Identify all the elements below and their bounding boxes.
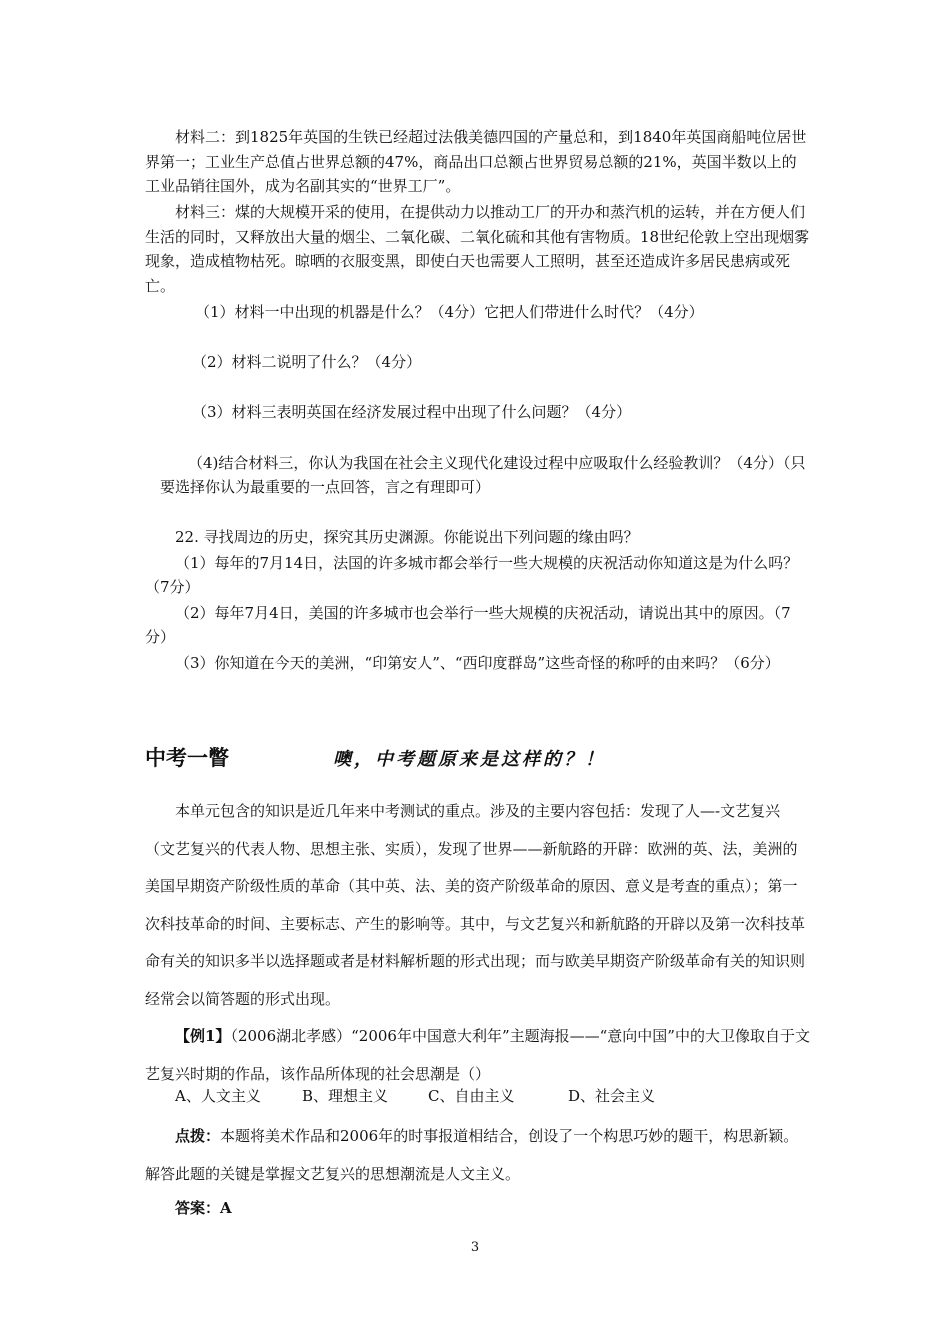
question-21-4: （4)结合材料三，你认为我国在社会主义现代化建设过程中应吸取什么经验教训？（4分）（只要选择你认为最重要的一点回答，言之有理即可） xyxy=(160,454,806,496)
hint-text: 本题将美术作品和2006年的时事报道相结合，创设了一个构思巧妙的题干，构思新颖。解答此题的关键是掌握文艺复兴的思想潮流是人文主义。 xyxy=(145,1127,799,1183)
intro-paragraph: 本单元包含的知识是近几年来中考测试的重点。涉及的主要内容包括：发现了人—-文艺复兴（文艺复兴的代表人物、思想主张、实质），发现了世界——新航路的开辟：欧洲的英、法，美洲的美国早期资产阶级性质的革命（其中英、法、美的资产阶级革命的原因、意义是考查的重点）；第一次科技革命的时间、主要标志、产生的影响等。其中，与文艺复兴和新航路的开辟以及第一次科技革命有关的知识多半以选择题或者是材料解析题的形式出现；而与欧美早期资产阶级革命有关的知识则经常会以简答题的形式出现。 xyxy=(145,802,806,1008)
option-a: A、人文主义 xyxy=(175,1087,261,1105)
answer-value: A xyxy=(220,1199,232,1217)
answer-label: 答案： xyxy=(175,1199,221,1217)
question-22-3: （3）你知道在今天的美洲，“印第安人”、“西印度群岛”这些奇怪的称呼的由来吗？（6分） xyxy=(175,654,780,672)
question-21-3: （3）材料三表明英国在经济发展过程中出现了什么问题？（4分） xyxy=(192,403,632,421)
section-title: 中考一瞥 xyxy=(145,746,229,770)
material-three-paragraph: 材料三：煤的大规模开采的使用，在提供动力以推动工厂的开办和蒸汽机的运转，并在方便人们生活的同时，又释放出大量的烟尘、二氧化碳、二氧化硫和其他有害物质。18世纪伦敦上空出现烟雾现象，造成植物枯死。晾晒的衣服变黑，即使白天也需要人工照明，甚至还造成许多居民患病或死亡。 xyxy=(145,203,810,295)
page-number: 3 xyxy=(470,1240,480,1255)
option-b: B、理想主义 xyxy=(302,1087,389,1105)
example-label: 【例1】 xyxy=(175,1027,231,1045)
option-c: C、自由主义 xyxy=(428,1087,515,1105)
question-21-1: （1）材料一中出现的机器是什么？（4分）它把人们带进什么时代？（4分） xyxy=(195,303,704,321)
section-slogan: 噢，中考题原来是这样的？！ xyxy=(333,749,606,770)
question-22-2: （2）每年7月4日，美国的许多城市也会举行一些大规模的庆祝活动，请说出其中的原因。（7分） xyxy=(145,604,791,646)
answer-line xyxy=(145,1190,810,1228)
question-22-stem: 22. 寻找周边的历史，探究其历史渊源。你能说出下列问题的缘由吗？ xyxy=(175,528,639,546)
material-two-paragraph: 材料二：到1825年英国的生铁已经超过法俄美德四国的产量总和，到1840年英国商船吨位居世界第一；工业生产总值占世界总额的47%，商品出口总额占世界贸易总额的21%，英国半数以上的工业品销往国外，成为名副其实的“世界工厂”。 xyxy=(145,128,807,195)
question-21-2: （2）材料二说明了什么？（4分） xyxy=(192,353,422,371)
hint-label: 点拨： xyxy=(175,1127,221,1145)
hint-paragraph xyxy=(145,1118,810,1193)
example-options xyxy=(175,1084,655,1108)
question-22-1: （1）每年的7月14日，法国的许多城市都会举行一些大规模的庆祝活动你知道这是为什么吗？（7分） xyxy=(145,554,799,596)
option-d: D、社会主义 xyxy=(568,1087,656,1105)
example-text: （2006湖北孝感）“2006年中国意大利年”主题海报——“意向中国”中的大卫像取自于文艺复兴时期的作品，该作品所体现的社会思潮是（） xyxy=(145,1027,810,1083)
example-1-paragraph xyxy=(145,1018,810,1093)
